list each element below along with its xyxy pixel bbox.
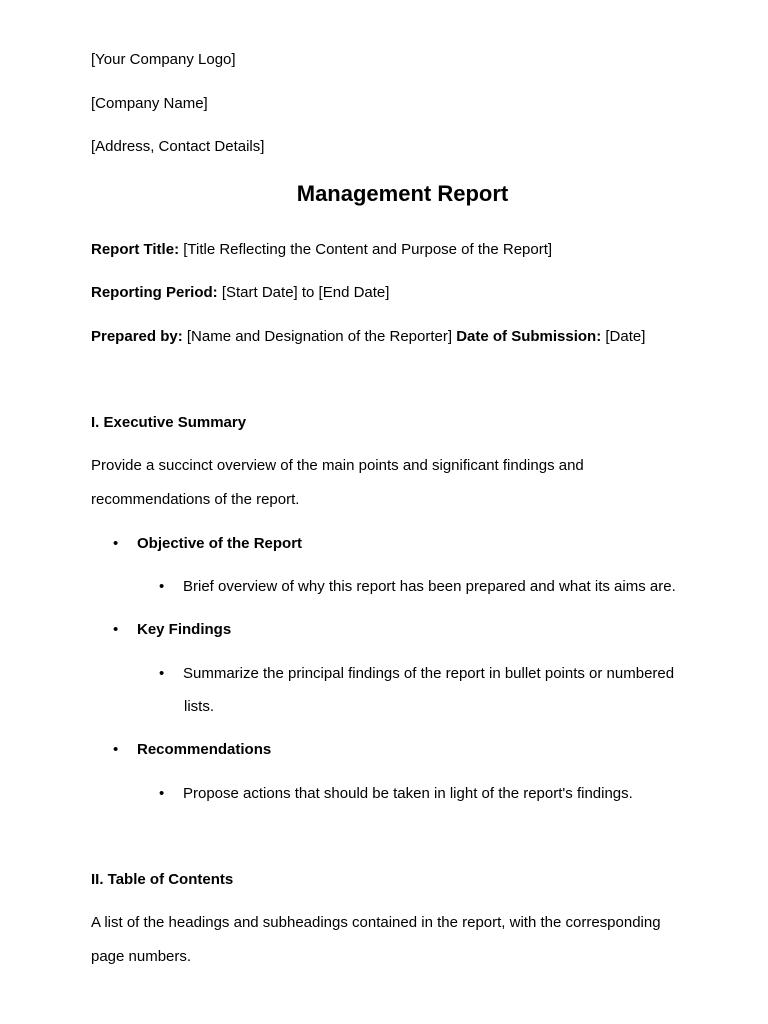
table-of-contents-text-line2: page numbers. xyxy=(91,948,192,965)
table-of-contents-text-line1: A list of the headings and subheadings contained in the report, with the corresponding xyxy=(91,914,661,931)
sub-list-item xyxy=(159,785,633,803)
sub-list-item-text: Brief overview of why this report has been prepared and what its aims are. xyxy=(183,578,676,595)
bullet-icon: • xyxy=(159,665,165,682)
bullet-icon: • xyxy=(113,741,119,758)
list-item-label: Recommendations xyxy=(137,741,272,758)
bullet-icon: • xyxy=(113,621,119,638)
company-name: [Company Name] xyxy=(91,95,208,112)
section-heading-executive-summary: I. Executive Summary xyxy=(91,414,247,431)
reporting-period-line xyxy=(91,284,389,302)
sub-list-item xyxy=(159,665,674,683)
prepared-by-line xyxy=(91,328,645,346)
submission-date-label: Date of Submission: xyxy=(456,328,602,345)
reporting-period-label: Reporting Period: xyxy=(91,284,218,301)
list-item xyxy=(113,621,231,639)
report-title-line xyxy=(91,241,552,259)
bullet-icon: • xyxy=(159,785,165,802)
submission-date-value: [Date] xyxy=(601,328,646,345)
list-item xyxy=(113,535,302,553)
company-logo-placeholder: [Your Company Logo] xyxy=(91,51,236,68)
sub-list-item-continuation: lists. xyxy=(184,698,214,715)
executive-summary-text-line2: recommendations of the report. xyxy=(91,491,300,508)
company-address: [Address, Contact Details] xyxy=(91,138,265,155)
report-title-value: [Title Reflecting the Content and Purpose of the Report] xyxy=(179,241,553,258)
section-heading-table-of-contents: II. Table of Contents xyxy=(91,871,234,888)
page-title: Management Report xyxy=(296,181,509,206)
sub-list-item-text: Summarize the principal findings of the report in bullet points or numbered xyxy=(183,665,675,682)
sub-list-item-text: Propose actions that should be taken in light of the report's findings. xyxy=(183,785,633,802)
prepared-by-label: Prepared by: xyxy=(91,328,183,345)
executive-summary-text-line1: Provide a succinct overview of the main points and significant findings and xyxy=(91,457,584,474)
list-item xyxy=(113,741,271,759)
report-title-label: Report Title: xyxy=(91,241,180,258)
reporting-period-value: [Start Date] to [End Date] xyxy=(217,284,390,301)
sub-list-item xyxy=(159,578,676,596)
bullet-icon: • xyxy=(159,578,165,595)
prepared-by-value: [Name and Designation of the Reporter] xyxy=(182,328,457,345)
list-item-label: Objective of the Report xyxy=(137,535,303,552)
list-item-label: Key Findings xyxy=(137,621,232,638)
bullet-icon: • xyxy=(113,535,119,552)
